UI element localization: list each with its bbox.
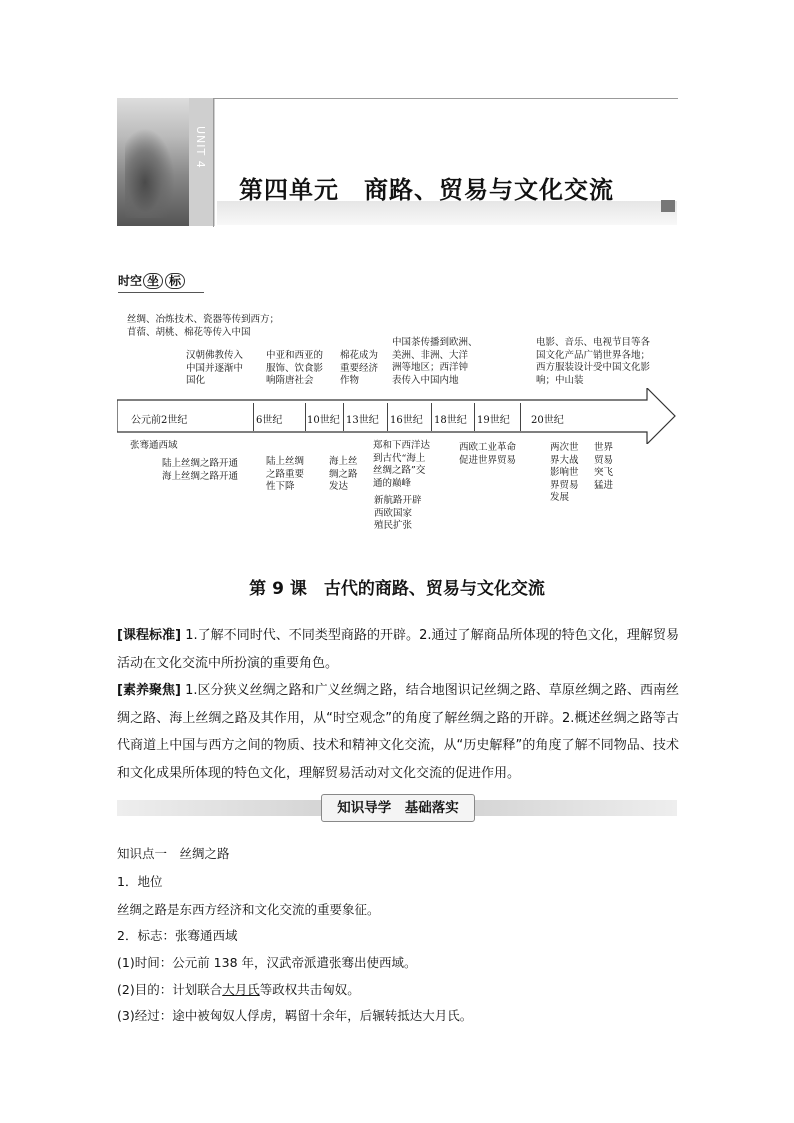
timeline-above-1: 丝绸、冶炼技术、瓷器等传到西方； 苜蓿、胡桃、棉花等传入中国: [127, 314, 280, 338]
coord-label-part2: 坐: [143, 273, 163, 289]
purpose-text: (2)目的：计划联合: [117, 982, 223, 997]
unit-banner: [117, 98, 677, 228]
coord-label: [118, 272, 186, 289]
item-heading: 2．标志：张骞通西域: [117, 928, 238, 943]
item-heading: 1．地位: [117, 874, 163, 889]
knowledge-point-title: 知识点一 丝绸之路: [117, 846, 230, 861]
timeline-tick: 6世纪: [256, 415, 283, 426]
timeline-below-1: 张骞通西域: [130, 440, 178, 451]
timeline-below-4: 海上丝 绸之路 发达: [329, 456, 358, 492]
timeline-above-5: 中国茶传播到欧洲、 美洲、非洲、大洋 洲等地区；西洋钟 表传入中国内地: [392, 337, 478, 386]
timeline-below-6: 新航路开辟 西欧国家 殖民扩张: [374, 495, 422, 531]
timeline-divider: [474, 403, 475, 431]
timeline-divider: [305, 403, 306, 431]
timeline-divider: [253, 403, 254, 431]
timeline-below-5: 郑和下西洋达 到古代“海上 丝绸之路”交 通的巅峰: [373, 440, 431, 489]
timeline-divider: [387, 403, 388, 431]
timeline-tick: 16世纪: [390, 415, 423, 426]
timeline-below-9: 世界 贸易 突飞 猛进: [594, 442, 614, 491]
timeline-tick: 10世纪: [307, 415, 340, 426]
purpose-text-end: 等政权共击匈奴。: [259, 982, 360, 997]
item-text: 丝绸之路是东西方经济和文化交流的重要象征。: [117, 902, 380, 917]
timeline-tick: 公元前2世纪: [131, 415, 188, 426]
unit-label: UNIT 4: [194, 126, 207, 169]
course-standard-tag: [课程标准]: [117, 628, 182, 643]
mountain-image: [117, 98, 189, 226]
course-standard-paragraph: [117, 622, 679, 677]
coord-label-part1: 时空: [118, 274, 143, 288]
timeline-tick: 18世纪: [434, 415, 467, 426]
sub-item-time: (1)时间：公元前 138 年，汉武帝派遣张骞出使西域。: [117, 955, 417, 970]
literacy-focus-paragraph: [117, 677, 679, 787]
coord-label-part3: 标: [165, 273, 185, 289]
timeline-above-2: 汉朝佛教传入 中国并逐渐中 国化: [186, 350, 244, 386]
timeline-divider: [343, 403, 344, 431]
timeline-tick: 19世纪: [477, 415, 510, 426]
coord-label-underline: [118, 292, 204, 293]
unit-title: 第四单元 商路、贸易与文化交流: [239, 176, 614, 204]
sub-item-purpose: [117, 980, 360, 998]
lesson-title: 第 9 课 古代的商路、贸易与文化交流: [249, 579, 545, 599]
timeline-below-2: 陆上丝绸之路开通 海上丝绸之路开通: [162, 458, 239, 482]
timeline-above-3: 中亚和西亚的 服饰、饮食影 响隋唐社会: [266, 350, 324, 386]
timeline-above-6: 电影、音乐、电视节目等各 国文化产品广销世界各地； 西方服装设计受中国文化影 响；中山装: [536, 337, 651, 386]
purpose-underlined: 大月氏: [222, 982, 260, 997]
timeline-tick: 20世纪: [531, 415, 564, 426]
timeline-tick: 13世纪: [346, 415, 379, 426]
unit-side-bar: [189, 98, 215, 226]
timeline-below-7: 西欧工业革命 促进世界贸易: [459, 442, 517, 466]
section-bar: [117, 794, 677, 822]
timeline-divider: [431, 403, 432, 431]
timeline-above-4: 棉花成为 重要经济 作物: [340, 350, 379, 386]
timeline-divider: [520, 403, 521, 431]
literacy-focus-text: 1.区分狭义丝绸之路和广义丝绸之路，结合地图识记丝绸之路、草原丝绸之路、西南丝绸之路、海上丝绸之路及其作用，从“时空观念”的角度了解丝绸之路的开辟。2.概述丝绸之路等古代商道上中国与西方之间的物质、技术和精神文化交流，从“历史解释”的角度了解不同物品、技术和文化成果所体现的特色文化，理解贸易活动对文化交流的促进作用。: [117, 683, 679, 781]
timeline-below-8: 两次世 界大战 影响世 界贸易 发展: [550, 442, 579, 503]
timeline-below-3: 陆上丝绸 之路重要 性下降: [266, 456, 305, 492]
literacy-focus-tag: [素养聚焦]: [117, 683, 181, 698]
course-standard-text: 1.了解不同时代、不同类型商路的开辟。2.通过了解商品所体现的特色文化，理解贸易活动在文化交流中所扮演的重要角色。: [117, 628, 679, 671]
banner-corner: [661, 200, 675, 212]
section-label: 知识导学 基础落实: [321, 794, 475, 822]
sub-item-process: (3)经过：途中被匈奴人俘虏，羁留十余年，后辗转抵达大月氏。: [117, 1008, 473, 1023]
